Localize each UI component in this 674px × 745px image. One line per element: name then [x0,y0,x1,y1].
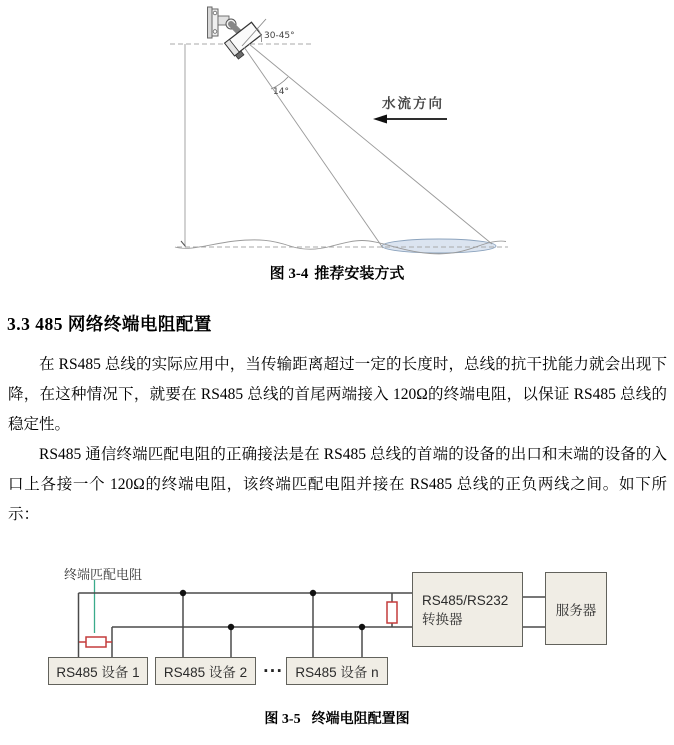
figure-3-5-caption [0,710,674,729]
server-box: 服务器 [545,572,607,645]
figure-3-4-caption [0,264,674,284]
paragraph-1: 在 RS485 总线的实际应用中，当传输距离超过一定的长度时，总线的抗干扰能力就会出现下降，在这种情况下，就要在 RS485 总线的首尾两端接入 120Ω的终端电阻，以保证 RS485 总线的稳定性。 [8,356,667,433]
device-box-1: RS485 设备 1 [48,657,148,685]
wall-plate-back [208,7,213,38]
plate-screw-bottom [213,30,217,34]
resistor-body [86,637,106,647]
beam-left-edge [244,47,383,248]
figure-3-5-caption-text: 终端电阻配置图 [311,712,410,727]
device-box-2: RS485 设备 2 [155,657,256,685]
converter-box [412,572,523,647]
junction-dot [180,590,186,596]
beam-angle-label: 14° [273,87,289,97]
device-box-n: RS485 设备 n [286,657,388,685]
plate-screw-top [213,11,217,15]
water-flow-arrow [373,115,447,124]
device-ellipsis: ··· [262,662,284,680]
section-body [8,350,667,530]
junction-dot [359,624,365,630]
figure-3-5-termination-diagram [0,558,674,708]
terminal-resistor-head [79,637,112,647]
figure-3-4-caption-number: 图 3-4 [269,266,309,282]
terminal-resistor-tail [387,602,397,623]
water-flow-label: 水流方向 [382,96,444,112]
converter-label-line2: 转换器 [422,611,463,627]
junction-dots [180,590,365,630]
converter-label-line1: RS485/RS232 [422,592,509,608]
paragraph-2: RS485 通信终端匹配电阻的正确接法是在 RS485 总线的首端的设备的出口和末端的设备的入口上各接一个 120Ω的终端电阻，该终端匹配电阻并接在 RS485 总线的正负两线之间。如下所示： [8,446,667,523]
figure-3-4-installation-diagram [0,0,674,258]
sensor-assembly [208,7,265,60]
junction-dot [228,624,234,630]
mount-angle-label: 30-45° [264,31,295,41]
figure-3-5-caption-number: 图 3-5 [264,712,301,727]
beam-right-edge [249,44,492,244]
section-heading: 3.3 485 网络终端电阻配置 [7,314,212,334]
termination-resistor-label: 终端匹配电阻 [64,567,143,582]
figure-3-4-caption-text: 推荐安装方式 [314,266,405,282]
junction-dot [310,590,316,596]
